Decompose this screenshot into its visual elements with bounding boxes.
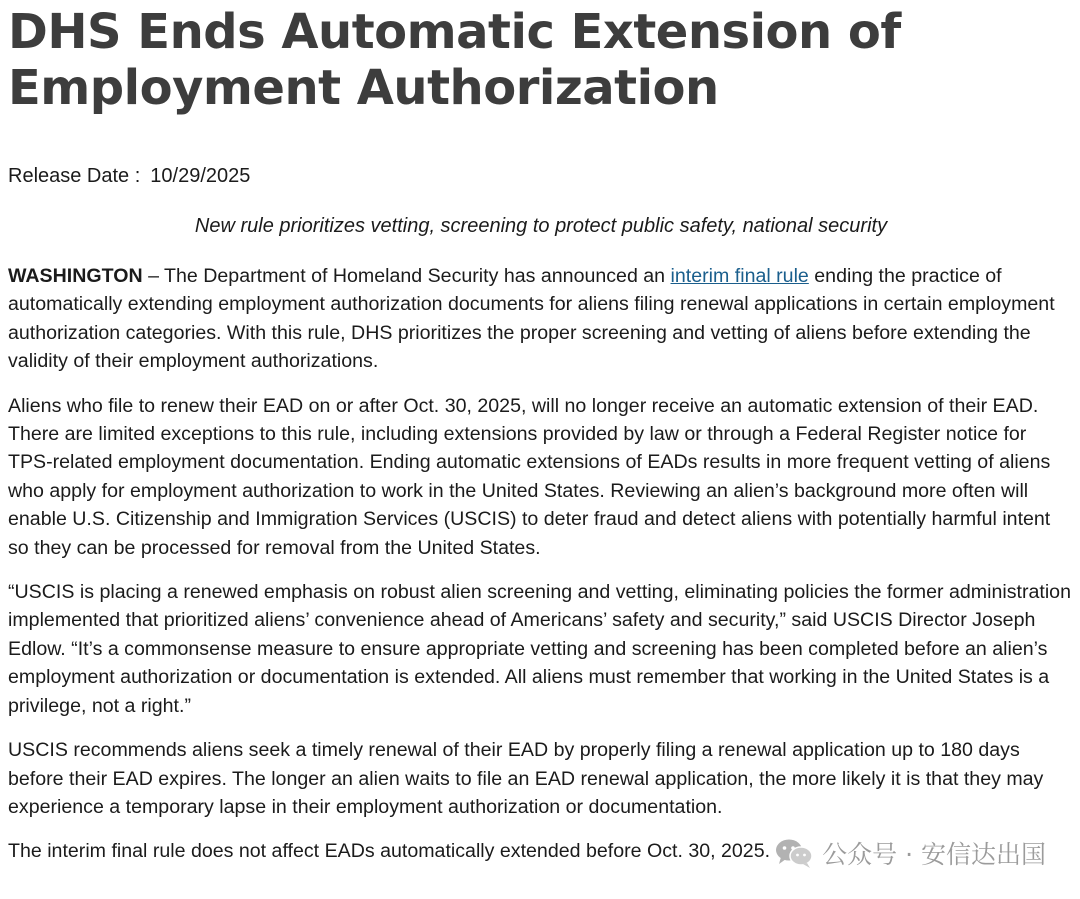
article (8, 4, 1074, 882)
paragraph-1-rest: ending the practice of automatically extending employment authorization documents for aliens filing renewal applications in certain employment authorization categories. With this rule, DHS prioritizes the proper screening and vetting of aliens before extending the validity of their employment authorizations. (8, 265, 1055, 373)
page-title: DHS Ends Automatic Extension of Employment Authorization (8, 4, 901, 116)
paragraph-1 (8, 262, 1074, 376)
paragraph-4: USCIS recommends aliens seek a timely renewal of their EAD by properly filing a renewal application up to 180 days before their EAD expires. The longer an alien waits to file an EAD renewal application, the more likely it is that they may experience a temporary lapse in their employment authorization or documentation. (8, 739, 1044, 818)
paragraph-1-lead: – The Department of Homeland Security has announced an (142, 265, 671, 287)
watermark-text: 公众号 · 安信达出国 (822, 840, 1046, 869)
interim-final-rule-link[interactable]: interim final rule (670, 265, 809, 287)
release-date-value: 10/29/2025 (150, 165, 251, 187)
article-subtitle: New rule prioritizes vetting, screening to protect public safety, national security (194, 215, 888, 237)
paragraph-2: Aliens who file to renew their EAD on or after Oct. 30, 2025, will no longer receive an automatic extension of their EAD. There are limited exceptions to this rule, including extensions provided by law or through a Federal Register notice for TPS-related employment documentation. Ending automatic extensions of EADs results in more frequent vetting of aliens who apply for employment authorization to work in the United States. Reviewing an alien’s background more often will enable U.S. Citizenship and Immigration Services (USCIS) to deter fraud and detect aliens with potentially harmful intent so they can be processed for removal from the United States. (8, 394, 1051, 559)
dateline: WASHINGTON (8, 265, 143, 287)
release-date-label: Release Date : (8, 165, 141, 187)
paragraph-3: “USCIS is placing a renewed emphasis on robust alien screening and vetting, eliminating policies the former administration implemented that prioritized aliens’ convenience ahead of Americans’ safety and security,” said USCIS Director Joseph Edlow. “It’s a commonsense measure to ensure appropriate vetting and screening has been completed before an alien’s employment authorization or documentation is extended. All aliens must remember that working in the United States is a privilege, not a right.” (8, 581, 1071, 717)
watermark (774, 835, 1046, 871)
release-date-line (8, 162, 1074, 190)
paragraph-5: The interim final rule does not affect EADs automatically extended before Oct. 30, 2025. (8, 840, 771, 863)
wechat-icon (774, 837, 814, 869)
